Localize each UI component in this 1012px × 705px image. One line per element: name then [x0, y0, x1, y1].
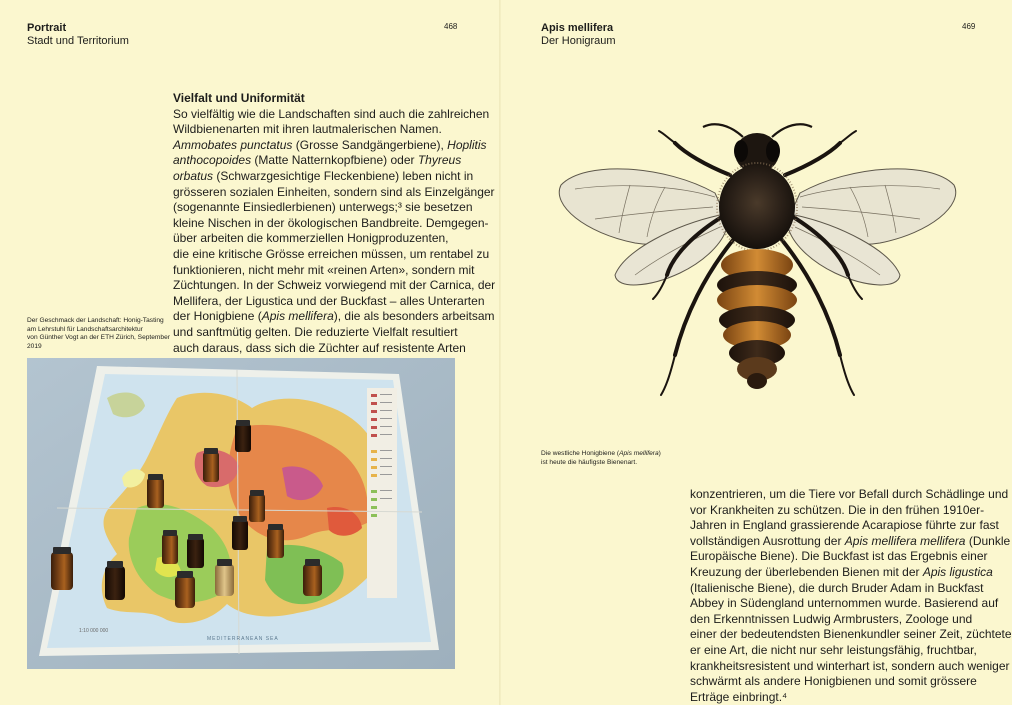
svg-text:1:10 000 000: 1:10 000 000: [79, 628, 109, 634]
caption-line: Der Geschmack der Landschaft: Honig-Tasting: [27, 317, 164, 324]
running-title: Portrait: [27, 22, 67, 34]
honeybee-illustration: [555, 115, 960, 415]
body-line: Ammobates punctatus (Grosse Sandgängerbiene), Hoplitis: [173, 137, 487, 152]
body-line: konzentrieren, um die Tiere vor Befall durch Schädlinge und: [690, 487, 1009, 501]
caption-line: am Lehrstuhl für Landschaftsarchitektur: [27, 325, 143, 333]
bee-caption: [541, 450, 661, 467]
body-line: den Erkenntnissen Ludwig Armbrusters, Zoologe und: [690, 611, 973, 626]
right-page: [500, 0, 1012, 705]
body-line: (Italienische Biene), die durch Bruder Adam in Buckfast: [690, 580, 984, 595]
body-line: auch daraus, dass sich die Züchter auf resistente Arten: [173, 340, 466, 355]
body-line: grösseren sozialen Einheiten, sondern sind als Einzelgänger: [173, 184, 495, 199]
body-line: er eine Art, die nicht nur sehr leistungsfähig, fruchtbar,: [690, 642, 977, 657]
page-number: 469: [962, 22, 976, 31]
body-line: vollständigen Ausrottung der Apis mellifera mellifera (Dunkle: [690, 533, 1011, 548]
body-line: funktionieren, nicht mehr mit «reinen Arten», sondern mit: [173, 262, 475, 277]
caption-line: ist heute die häufigste Bienenart.: [541, 458, 638, 466]
caption-line: Die westliche Honigbiene (Apis mellifera): [541, 450, 661, 457]
body-line: und sanftmütig gelten. Die reduzierte Vielfalt resultiert: [173, 324, 458, 339]
body-line: Kreuzung der überlebenden Bienen mit der Apis ligustica: [690, 564, 993, 579]
caption-line: von Günther Vogt an der ETH Zürich, September: [27, 334, 170, 342]
body-line: schwärmt als andere Honigbienen und somit grössere: [690, 674, 977, 689]
body-line: über arbeiten die kommerziellen Honigproduzenten,: [173, 231, 449, 246]
body-line: die eine kritische Grösse erreichen müssen, um rentabel zu: [173, 246, 490, 261]
running-subtitle: Der Honigraum: [541, 35, 616, 47]
body-line: Mellifera, der Ligustica und der Buckfast – alles Unterarten: [173, 293, 485, 308]
body-line: So vielfältig wie die Landschaften sind auch die zahlreichen: [173, 106, 490, 121]
body-line: vor Krankheiten zu schützen. Die in den frühen 1910er-: [690, 502, 985, 517]
section-heading: Vielfalt und Uniformität: [173, 91, 305, 105]
map-photo-illustration: [27, 358, 455, 669]
body-line: Wildbienenarten mit ihren lautmalerischen Namen.: [173, 122, 442, 137]
body-line: krankheitsresistent und winterhart ist, sondern auch weniger: [690, 658, 1010, 673]
body-line: Züchtungen. In der Schweiz vorwiegend mit der Carnica, der: [173, 278, 496, 293]
body-line: der Honigbiene (Apis mellifera), die als besonders arbeitsam: [173, 309, 495, 324]
body-line: anthocopoides (Matte Natternkopfbiene) oder Thyreus: [173, 153, 462, 168]
body-line: Erträge einbringt.⁴: [690, 689, 788, 704]
bee-icon: [555, 115, 960, 415]
map-sea-label: MEDITERRANEAN SEA: [207, 636, 279, 642]
body-line: einer der bedeutendsten Bienenkundler seiner Zeit, züchtete: [690, 627, 1012, 642]
page-number: 468: [444, 22, 458, 31]
photo-caption-left: [27, 317, 170, 351]
body-line: Abbey in Südengland unternommen wurde. Basierend auf: [690, 596, 999, 611]
body-text-right: [690, 487, 1012, 705]
body-text-left: [173, 91, 496, 356]
body-line: Europäische Biene). Die Buckfast ist das Ergebnis einer: [690, 549, 988, 564]
running-subtitle: Stadt und Territorium: [27, 35, 129, 47]
body-line: Jahren in England grassierende Acarapiose führte zur fast: [690, 518, 999, 533]
caption-line: 2019: [27, 342, 42, 350]
left-page: [0, 0, 500, 705]
body-line: kleine Nischen in der ökologischen Bandbreite. Demgegen-: [173, 215, 489, 230]
honey-tasting-photo: [27, 358, 455, 669]
body-line: (sogenannte Einsiedlerbienen) unterwegs;³ sie besetzen: [173, 200, 473, 215]
body-line: orbatus (Schwarzgesichtige Fleckenbiene) leben nicht in: [173, 168, 474, 183]
running-title: Apis mellifera: [541, 22, 614, 34]
